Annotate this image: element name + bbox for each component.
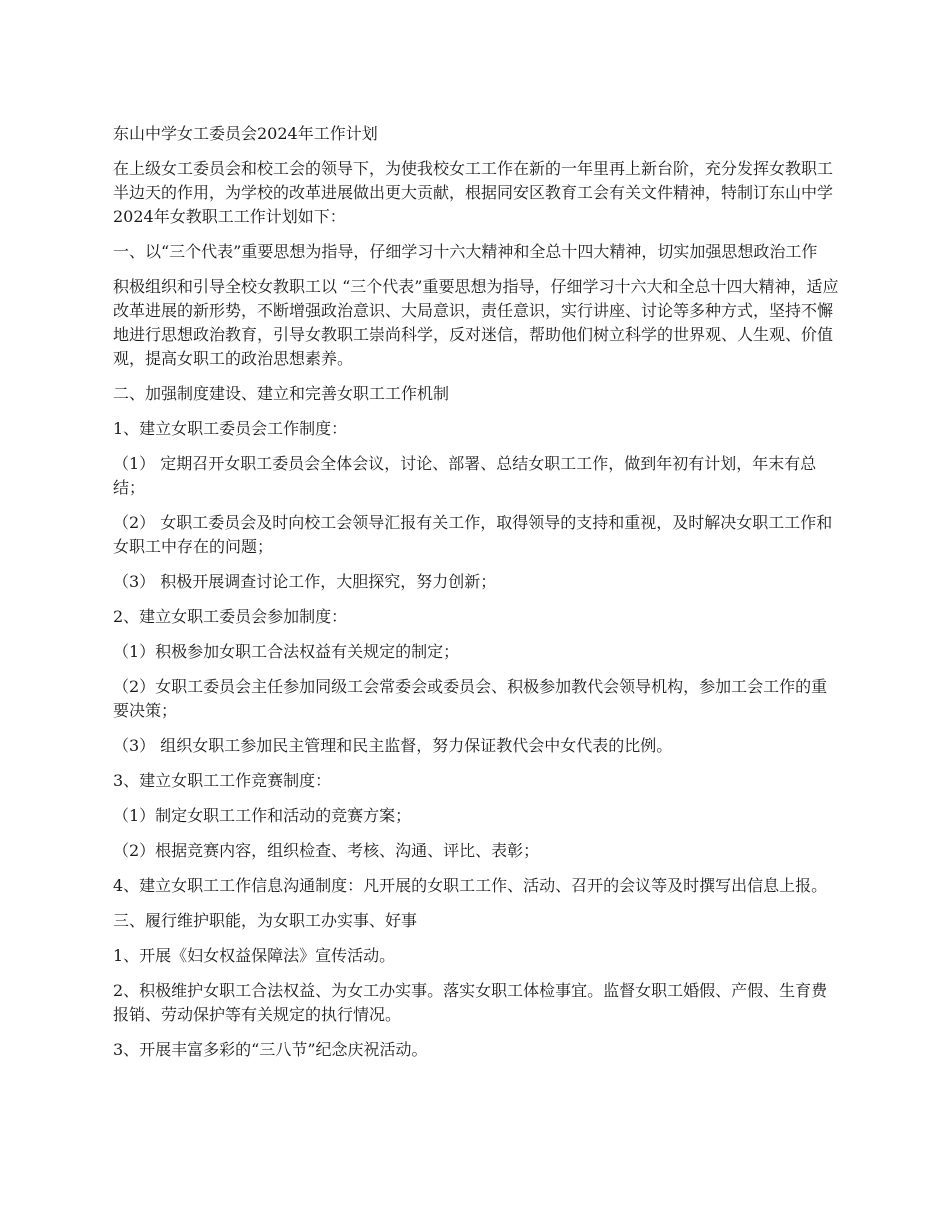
document-page: [113, 122, 843, 1073]
list-item: （1）制定女职工工作和活动的竞赛方案；: [113, 806, 412, 825]
list-item: 1、开展《妇女权益保障法》宣传活动。: [113, 946, 396, 965]
section-heading-1: 一、以“三个代表”重要思想为指导，仔细学习十六大精神和全总十四大精神，切实加强思想政治工作: [113, 242, 818, 261]
intro-paragraph: 在上级女工委员会和校工会的领导下，为使我校女工工作在新的一年里再上新台阶，充分发挥女教职工半边天的作用，为学校的改革进展做出更大贡献，根据同安区教育工会有关文件精神，特制订东山中学2024年女教职工工作计划如下：: [113, 159, 834, 226]
list-item: （3） 组织女职工参加民主管理和民主监督，努力保证教代会中女代表的比例。: [113, 736, 673, 755]
list-item: （1）积极参加女职工合法权益有关规定的制定；: [113, 642, 460, 661]
list-item: （2）根据竞赛内容，组织检查、考核、沟通、评比、表彰；: [113, 841, 540, 860]
section-heading-2: 二、加强制度建设、建立和完善女职工工作机制: [113, 384, 450, 403]
list-item: （1） 定期召开女职工委员会全体会议，讨论、部署、总结女职工工作，做到年初有计划，年末有总结；: [113, 454, 817, 497]
list-item: （3） 积极开展调查讨论工作，大胆探究，努力创新；: [113, 572, 497, 591]
list-item: 2、积极维护女职工合法权益、为女工办实事。落实女职工体检事宜。监督女职工婚假、产假、生育费报销、劳动保护等有关规定的执行情况。: [113, 981, 828, 1024]
list-item: 3、开展丰富多彩的“三八节”纪念庆祝活动。: [113, 1040, 428, 1059]
document-title: 东山中学女工委员会2024年工作计划: [113, 124, 378, 143]
section-heading-3: 三、履行维护职能，为女职工办实事、好事: [113, 911, 418, 930]
subsection-heading-2-1: 1、建立女职工委员会工作制度：: [113, 419, 348, 438]
list-item: （2）女职工委员会主任参加同级工会常委会或委员会、积极参加教代会领导机构，参加工会工作的重要决策；: [113, 677, 828, 720]
subsection-heading-2-4: 4、建立女职工工作信息沟通制度：凡开展的女职工工作、活动、召开的会议等及时撰写出信息上报。: [113, 876, 828, 895]
subsection-heading-2-2: 2、建立女职工委员会参加制度：: [113, 607, 348, 626]
list-item: （2） 女职工委员会及时向校工会领导汇报有关工作，取得领导的支持和重视，及时解决女职工工作和女职工中存在的问题；: [113, 513, 833, 556]
section-1-body: 积极组织和引导全校女教职工以 “三个代表”重要思想为指导，仔细学习十六大和全总十四大精神，适应改革进展的新形势，不断增强政治意识、大局意识，责任意识，实行讲座、讨论等多种方式，坚持不懈地进行思想政治教育，引导女教职工崇尚科学，反对迷信，帮助他们树立科学的世界观、人生观、价值观，提高女职工的政治思想素养。: [113, 277, 839, 368]
subsection-heading-2-3: 3、建立女职工工作竞赛制度：: [113, 771, 332, 790]
